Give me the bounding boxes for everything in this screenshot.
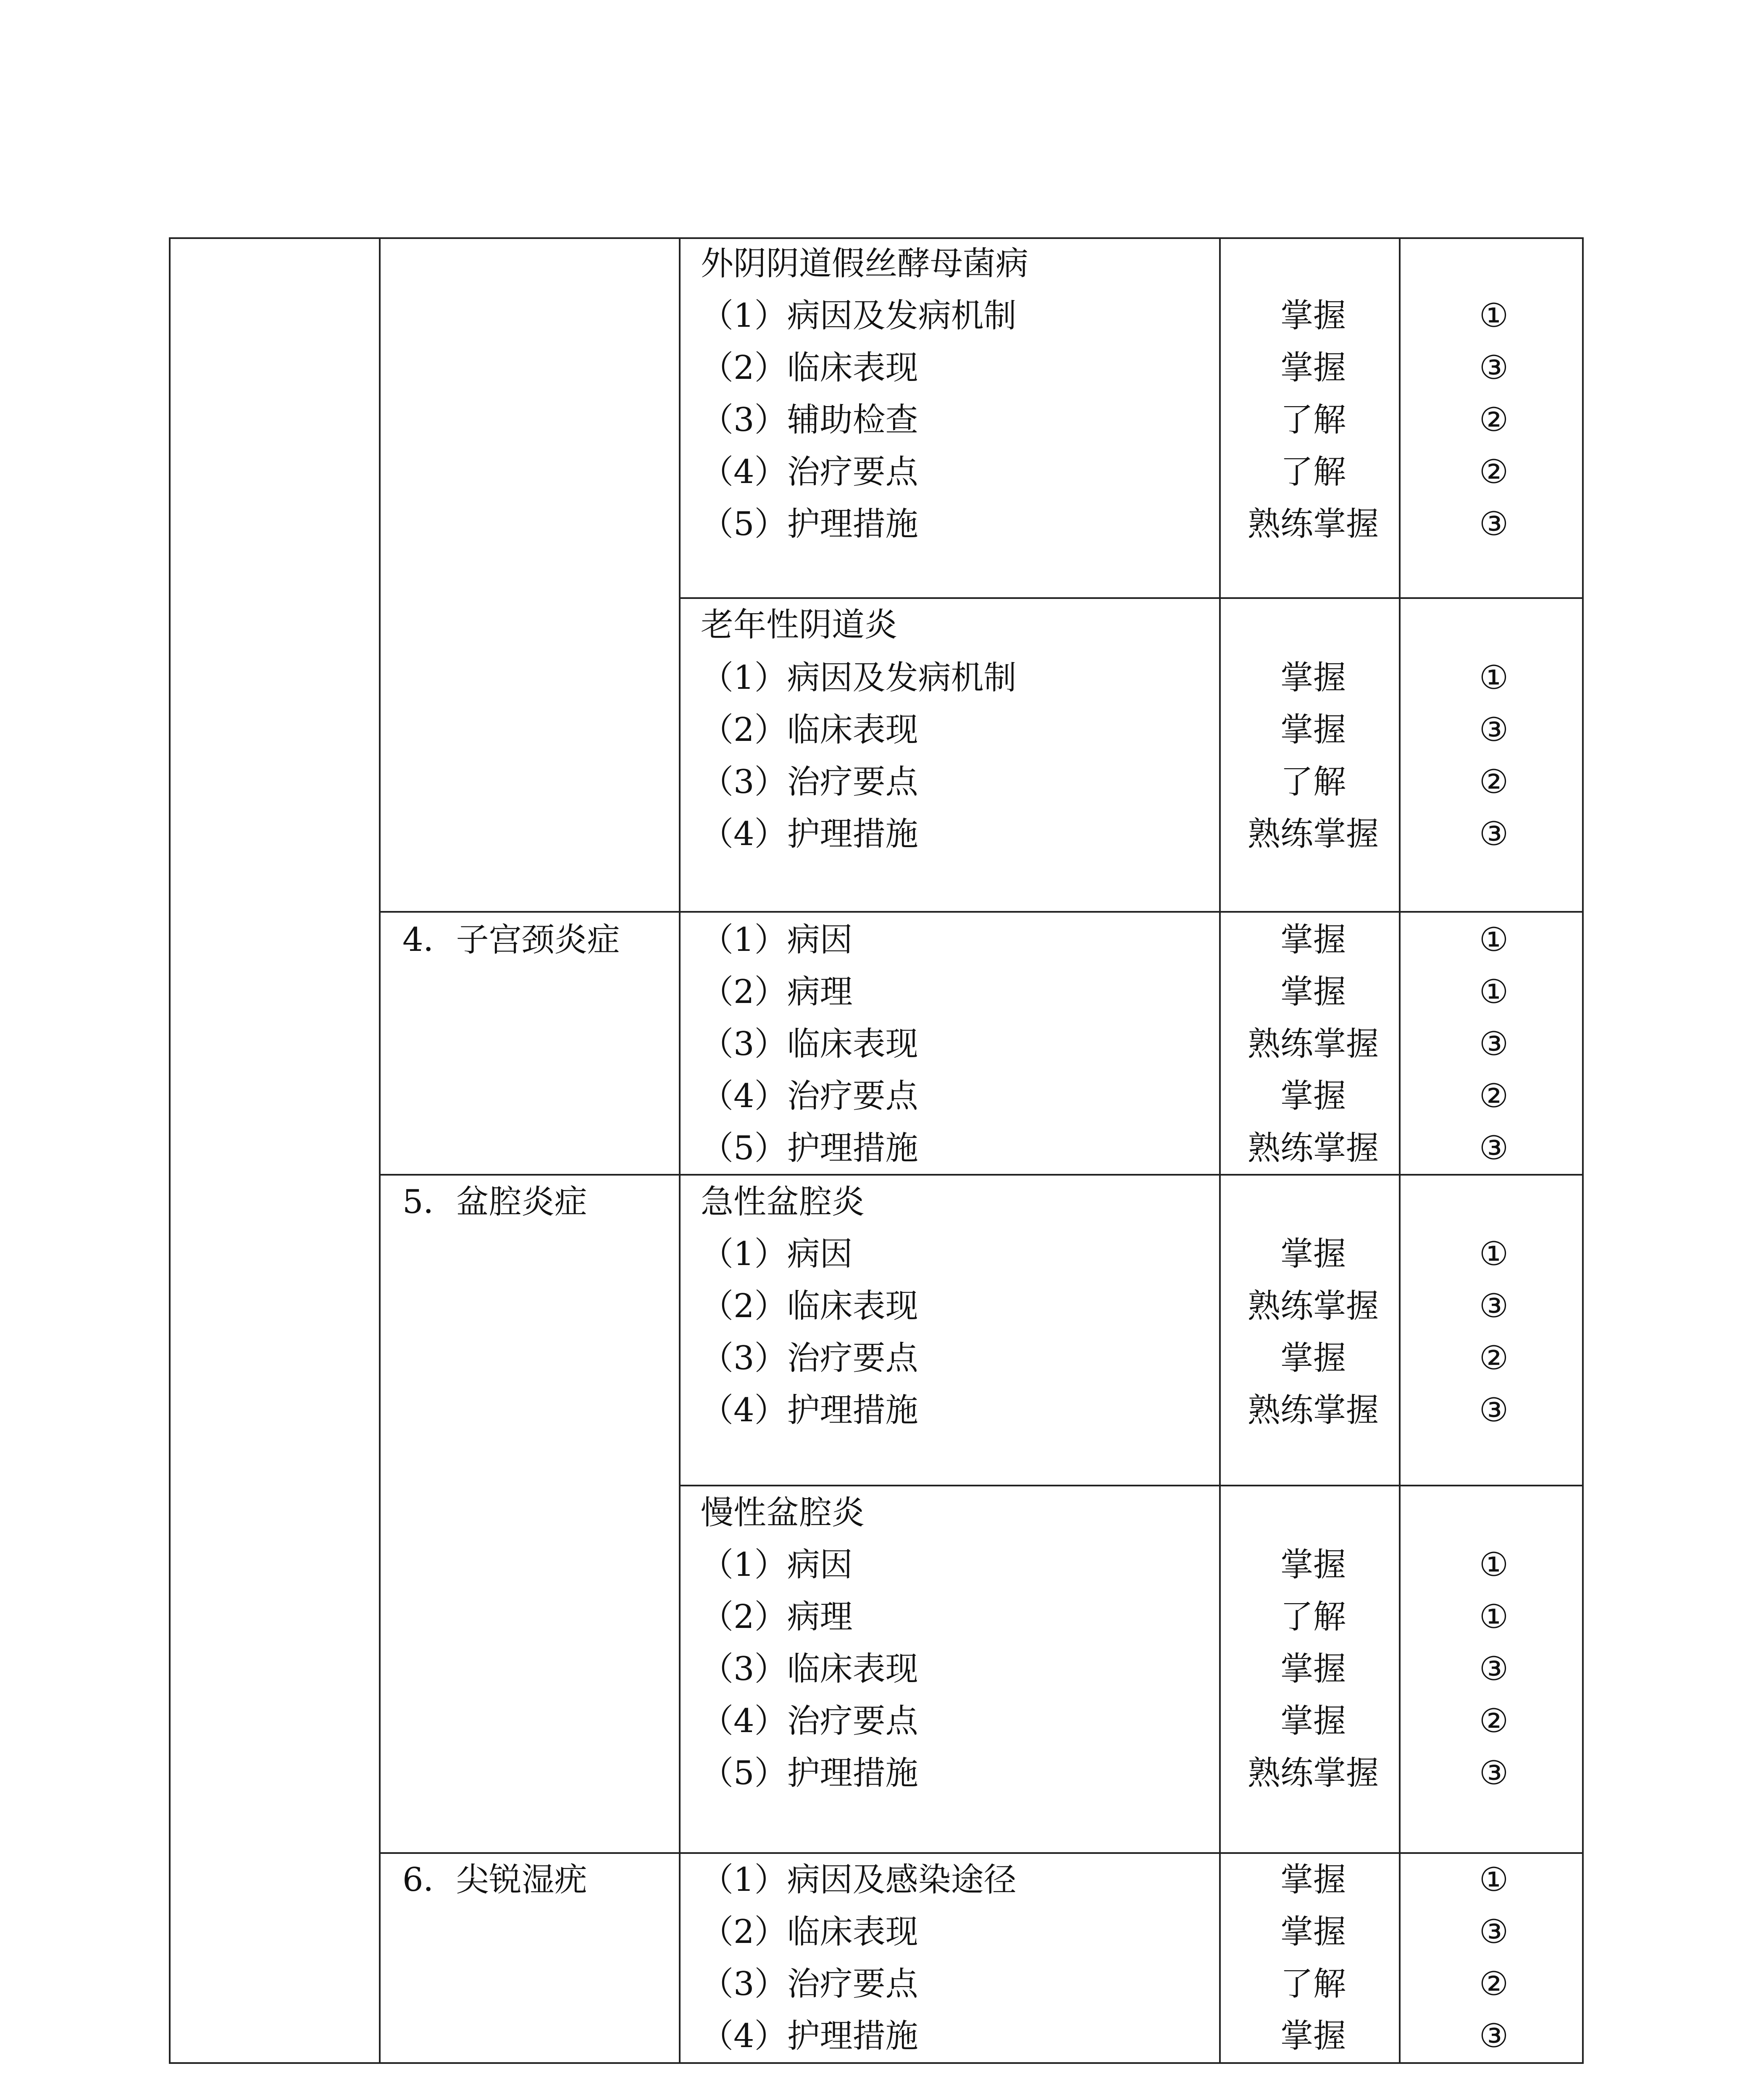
- mastery-level: 掌握: [1280, 1913, 1346, 1951]
- goal-mark: ①: [1479, 297, 1509, 335]
- goal-mark: ③: [1479, 1129, 1509, 1167]
- item-text: （1）病因及感染途径: [701, 1861, 1017, 1899]
- mastery-level: 熟练掌握: [1247, 815, 1379, 853]
- item-text: （3）临床表现: [701, 1025, 918, 1063]
- item-text: （3）治疗要点: [701, 763, 918, 801]
- goal-mark: ③: [1479, 2017, 1509, 2055]
- goal-mark: ③: [1479, 1391, 1509, 1429]
- mastery-level: 了解: [1280, 763, 1346, 801]
- goal-mark: ③: [1479, 1754, 1509, 1792]
- item-text: （3）治疗要点: [701, 1339, 918, 1377]
- item-text: （5）护理措施: [701, 1129, 918, 1167]
- goal-mark: ③: [1479, 1025, 1509, 1063]
- mastery-level: 熟练掌握: [1247, 1129, 1379, 1167]
- item-text: （5）护理措施: [701, 1754, 918, 1792]
- goal-mark: ①: [1479, 1546, 1509, 1584]
- item-text: （4）治疗要点: [701, 1077, 918, 1115]
- item-text: （2）病理: [701, 1598, 853, 1636]
- group-title: 外阴阴道假丝酵母菌病: [701, 245, 1029, 283]
- mastery-level: 熟练掌握: [1247, 505, 1379, 543]
- topic-title: 4．子宫颈炎症: [402, 921, 620, 959]
- goal-mark: ③: [1479, 1287, 1509, 1325]
- column-divider-1: [379, 237, 381, 2064]
- goal-mark: ①: [1479, 1861, 1509, 1899]
- item-text: （1）病因: [701, 1546, 853, 1584]
- item-text: （2）病理: [701, 973, 853, 1011]
- goal-mark: ②: [1479, 453, 1509, 491]
- column-divider-2: [679, 237, 681, 2064]
- mastery-level: 掌握: [1280, 297, 1346, 335]
- mastery-level: 掌握: [1280, 711, 1346, 749]
- mastery-level: 掌握: [1280, 1077, 1346, 1115]
- item-text: （1）病因及发病机制: [701, 659, 1017, 697]
- goal-mark: ①: [1479, 1598, 1509, 1636]
- goal-mark: ②: [1479, 1077, 1509, 1115]
- row-divider-section-4: [379, 911, 1584, 913]
- item-text: （2）临床表现: [701, 1913, 918, 1951]
- goal-mark: ①: [1479, 973, 1509, 1011]
- mastery-level: 掌握: [1280, 1339, 1346, 1377]
- item-text: （1）病因: [701, 921, 853, 959]
- topic-title: 5．盆腔炎症: [402, 1183, 587, 1221]
- mastery-level: 熟练掌握: [1247, 1287, 1379, 1325]
- item-text: （1）病因及发病机制: [701, 297, 1017, 335]
- item-text: （4）护理措施: [701, 1391, 918, 1429]
- item-text: （1）病因: [701, 1235, 853, 1273]
- table-left-border: [169, 237, 171, 2064]
- goal-mark: ②: [1479, 763, 1509, 801]
- item-text: （3）临床表现: [701, 1650, 918, 1688]
- group-title: 急性盆腔炎: [701, 1183, 865, 1221]
- mastery-level: 了解: [1280, 453, 1346, 491]
- item-text: （2）临床表现: [701, 1287, 918, 1325]
- goal-mark: ③: [1479, 349, 1509, 387]
- item-text: （3）辅助检查: [701, 401, 918, 439]
- mastery-level: 熟练掌握: [1247, 1391, 1379, 1429]
- item-text: （4）治疗要点: [701, 453, 918, 491]
- item-text: （4）护理措施: [701, 2017, 918, 2055]
- goal-mark: ①: [1479, 921, 1509, 959]
- mastery-level: 掌握: [1280, 2017, 1346, 2055]
- item-text: （2）临床表现: [701, 349, 918, 387]
- item-text: （3）治疗要点: [701, 1965, 918, 2003]
- goal-mark: ②: [1479, 1339, 1509, 1377]
- item-text: （2）临床表现: [701, 711, 918, 749]
- mastery-level: 掌握: [1280, 1235, 1346, 1273]
- column-divider-3: [1219, 237, 1221, 2064]
- goal-mark: ③: [1479, 711, 1509, 749]
- mastery-level: 掌握: [1280, 1702, 1346, 1740]
- mastery-level: 掌握: [1280, 921, 1346, 959]
- item-text: （4）护理措施: [701, 815, 918, 853]
- mastery-level: 掌握: [1280, 1546, 1346, 1584]
- mastery-level: 掌握: [1280, 349, 1346, 387]
- goal-mark: ③: [1479, 815, 1509, 853]
- row-divider-group-5b: [679, 1485, 1584, 1486]
- goal-mark: ③: [1479, 1650, 1509, 1688]
- topic-title: 6．尖锐湿疣: [402, 1861, 587, 1899]
- goal-mark: ②: [1479, 401, 1509, 439]
- goal-mark: ①: [1479, 659, 1509, 697]
- mastery-level: 熟练掌握: [1247, 1754, 1379, 1792]
- goal-mark: ②: [1479, 1965, 1509, 2003]
- item-text: （4）治疗要点: [701, 1702, 918, 1740]
- table-bottom-border: [169, 2062, 1584, 2064]
- goal-mark: ②: [1479, 1702, 1509, 1740]
- mastery-level: 了解: [1280, 401, 1346, 439]
- goal-mark: ①: [1479, 1235, 1509, 1273]
- item-text: （5）护理措施: [701, 505, 918, 543]
- goal-mark: ③: [1479, 505, 1509, 543]
- mastery-level: 熟练掌握: [1247, 1025, 1379, 1063]
- group-title: 老年性阴道炎: [701, 606, 898, 644]
- mastery-level: 掌握: [1280, 1861, 1346, 1899]
- goal-mark: ③: [1479, 1913, 1509, 1951]
- mastery-level: 了解: [1280, 1965, 1346, 2003]
- group-title: 慢性盆腔炎: [701, 1494, 865, 1532]
- mastery-level: 掌握: [1280, 973, 1346, 1011]
- mastery-level: 掌握: [1280, 659, 1346, 697]
- mastery-level: 掌握: [1280, 1650, 1346, 1688]
- mastery-level: 了解: [1280, 1598, 1346, 1636]
